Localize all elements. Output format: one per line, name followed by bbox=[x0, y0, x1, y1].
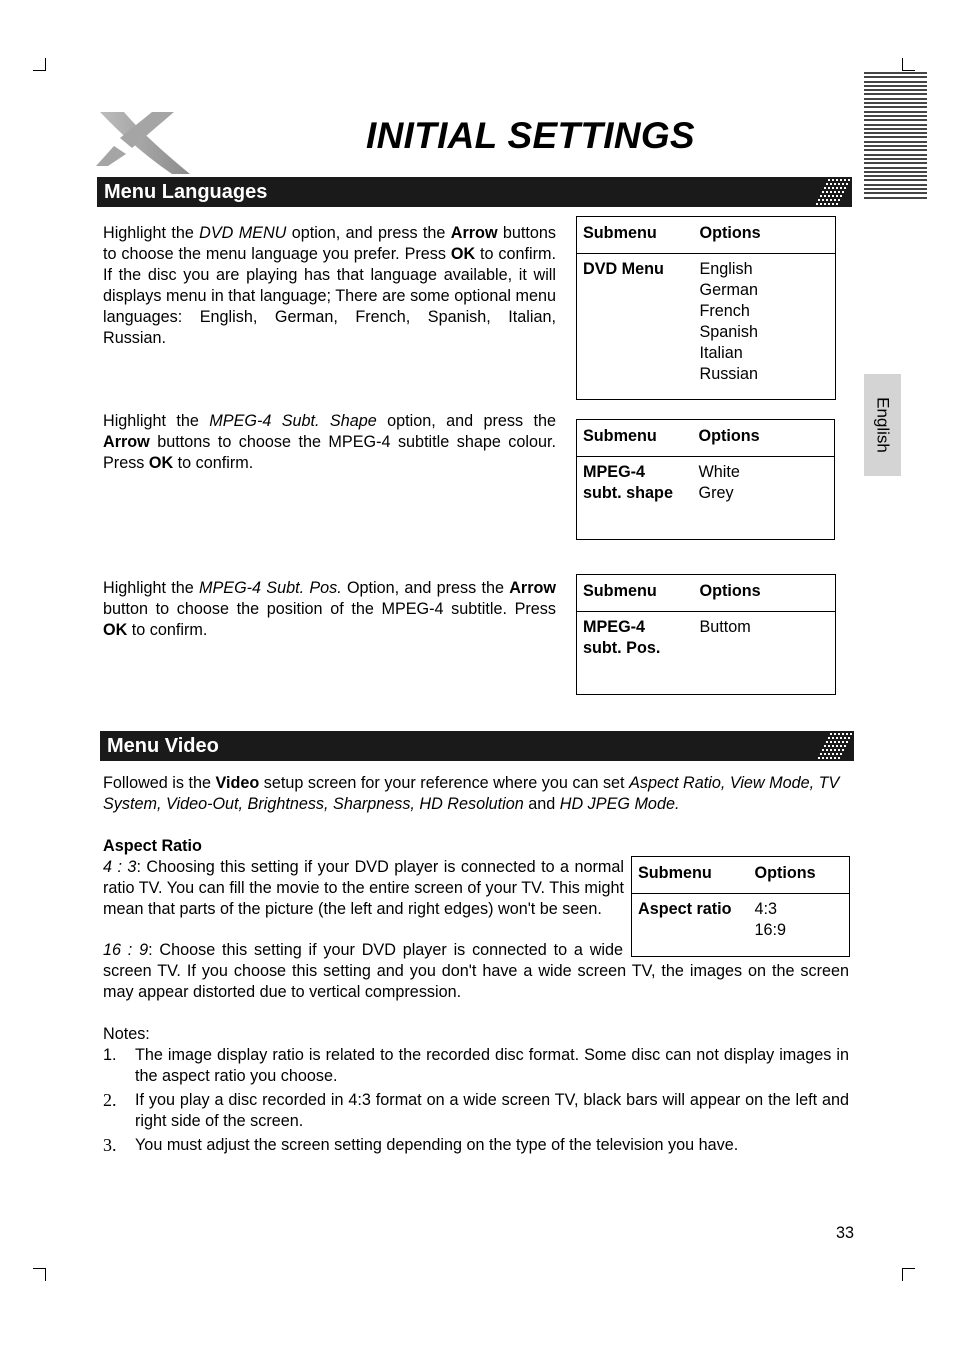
decorative-stripes bbox=[864, 72, 927, 200]
paragraph-video-intro: Followed is the Video setup screen for your reference where you can set Aspect Ratio, View Mode, TV System, Video-Out, Brightness, Sharpness, HD Resolution and HD JPEG Mode. bbox=[103, 774, 840, 813]
submenu-name: MPEG-4 subt. shape bbox=[583, 463, 673, 502]
col-header-submenu: Submenu bbox=[577, 217, 694, 254]
col-header-options: Options bbox=[749, 857, 850, 894]
section-heading: Menu Video bbox=[107, 735, 219, 757]
col-header-options: Options bbox=[693, 420, 835, 457]
section-bar-menu-languages bbox=[97, 177, 852, 207]
notes-label: Notes: bbox=[103, 1025, 150, 1043]
col-header-submenu: Submenu bbox=[577, 575, 694, 612]
crop-mark-bottom-left bbox=[33, 1268, 46, 1281]
options-table-subt-shape bbox=[576, 419, 835, 540]
halftone-pattern-icon bbox=[814, 731, 854, 761]
page-title: INITIAL SETTINGS bbox=[366, 115, 695, 156]
col-header-submenu: Submenu bbox=[632, 857, 749, 894]
list-item: 1. The image display ratio is related to the recorded disc format. Some disc can not display images in the aspect ratio you choose. bbox=[103, 1046, 849, 1085]
paragraph-aspect-43: 4 : 3: Choosing this setting if your DVD player is connected to a normal ratio TV. You can fill the movie to the entire screen of your TV. This might mean that parts of the picture (the left and right edges) won't be seen. bbox=[103, 858, 625, 918]
options-list: English German French Spanish Italian Russian bbox=[699, 260, 758, 383]
paragraph-aspect-169: 16 : 9: Choose this setting if your DVD player is connected to a wide screen TV. If you choose this setting and you don't have a wide screen TV, the images on the screen may appear distorted due to vertical compression. bbox=[103, 941, 849, 1001]
col-header-options: Options bbox=[694, 217, 836, 254]
list-item: 2. If you play a disc recorded in 4:3 format on a wide screen TV, black bars will appear on the left and right side of the screen. bbox=[103, 1090, 849, 1130]
options-table-subt-pos bbox=[576, 574, 836, 695]
col-header-options: Options bbox=[694, 575, 836, 612]
paragraph-dvd-menu: Highlight the DVD MENU option, and press the Arrow buttons to choose the menu language you prefer. Press OK to confirm. If the disc you are playing has that language available, it will displays menu in that language; There are some optional menu languages: English, German, French, Spanish, Italian, Russian. bbox=[103, 224, 557, 347]
crop-mark-top-right bbox=[902, 58, 915, 71]
submenu-name: DVD Menu bbox=[583, 260, 664, 278]
section-bar-menu-video bbox=[100, 731, 854, 761]
side-tab-label: English bbox=[873, 397, 892, 453]
options-table-dvd-menu bbox=[576, 216, 836, 400]
options-list: White Grey bbox=[698, 463, 740, 502]
options-list: Buttom bbox=[699, 618, 751, 636]
paragraph-subt-pos: Highlight the MPEG-4 Subt. Pos. Option, and press the Arrow button to choose the position of the MPEG-4 subtitle. Press OK to confirm. bbox=[103, 579, 556, 639]
submenu-name: Aspect ratio bbox=[638, 900, 732, 918]
page-number: 33 bbox=[836, 1224, 855, 1242]
halftone-pattern-icon bbox=[812, 177, 852, 207]
list-item: 3. You must adjust the screen setting depending on the type of the television you have. bbox=[103, 1135, 739, 1155]
col-header-submenu: Submenu bbox=[577, 420, 693, 457]
options-list: 4:3 16:9 bbox=[754, 900, 787, 939]
aspect-ratio-heading: Aspect Ratio bbox=[103, 837, 202, 855]
crop-mark-bottom-right bbox=[902, 1268, 915, 1281]
submenu-name: MPEG-4 subt. Pos. bbox=[583, 618, 661, 657]
paragraph-subt-shape: Highlight the MPEG-4 Subt. Shape option, and press the Arrow buttons to choose the MPEG-4 subtitle shape colour. Press OK to confirm. bbox=[103, 412, 556, 472]
notes-list bbox=[103, 1045, 849, 1156]
language-side-tab bbox=[864, 374, 901, 476]
section-heading: Menu Languages bbox=[104, 181, 268, 203]
crop-mark-top-left bbox=[33, 58, 46, 71]
brand-logo-icon bbox=[94, 108, 194, 178]
